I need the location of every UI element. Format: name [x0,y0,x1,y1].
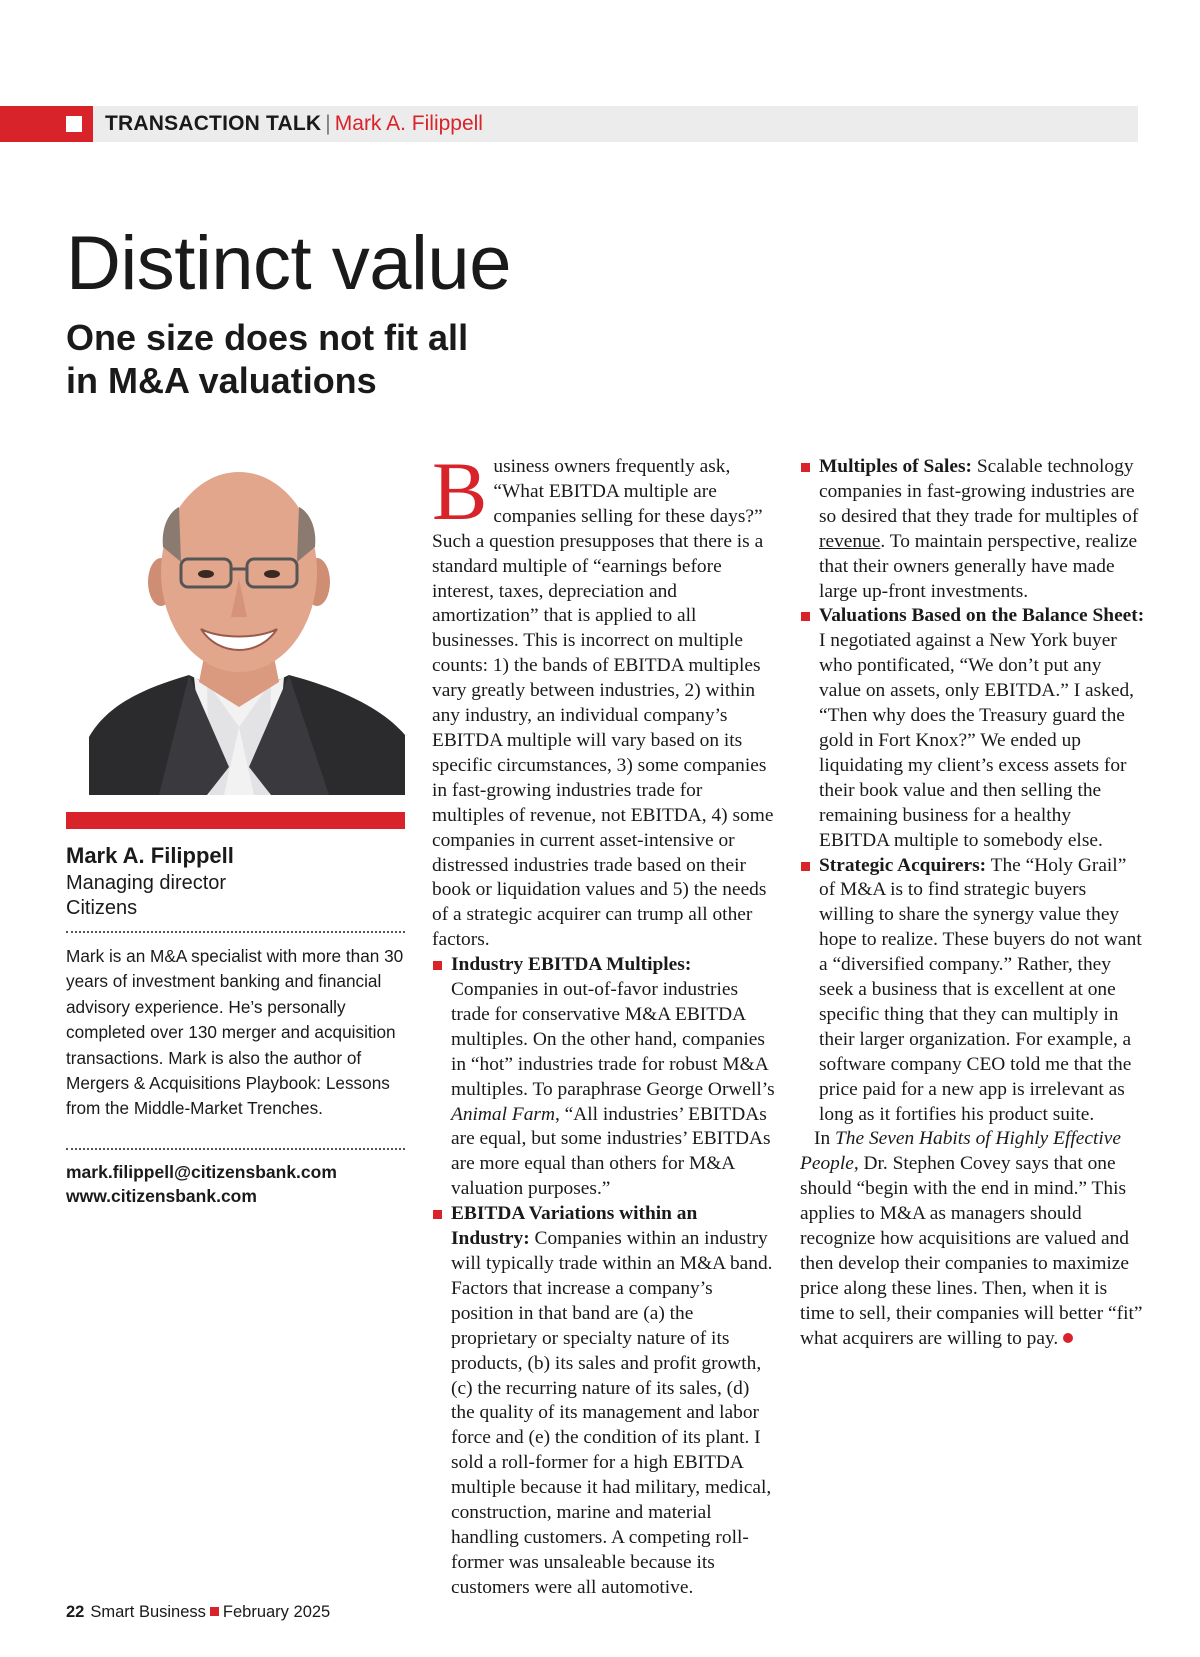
book-title: Animal Farm [451,1103,555,1125]
header-separator: | [325,112,331,135]
bullet-text: Companies within an industry will typically trade within an M&A band. Factors that increase a company’s position in that band are (a) the proprietary or specialty nature of its products, (b) its sales and profit growth, (c) the recurring nature of its sales, (d) the quality of its management and labor force and (e) the condition of its plant. I sold a roll-former for a high EBITDA multiple because it had military, medical, construction, marine and material handling customers. A competing roll-former was unsaleable because its customers were all automotive. [451,1228,773,1598]
intro-paragraph [432,445,777,953]
page-number: 22 [66,1603,85,1621]
bullet-lead: EBITDA Variations within an Industry: [451,1203,698,1250]
intro-text: usiness owners frequently ask, “What EBITDA multiple are companies selling for these days?” Such a question presupposes that there is a standard multiple of “earnings before interest, taxes, depreciation and amortization” that is applied to all businesses. This is incorrect on multiple counts: 1) the bands of EBITDA multiples vary greatly between industries, 2) within any industry, an individual company’s EBITDA multiple will vary based on its specific circumstances, 3) some companies in fast-growing industries trade for multiples of revenue, not EBITDA, 4) some companies in current asset-intensive or distressed industries trade based on their book or liquidation values and 5) the needs of a strategic acquirer can trump all other factors. [432,456,774,951]
bullet-lead: Industry EBITDA Multiples: [451,954,692,976]
footer-square-icon [210,1607,219,1616]
author-name: Mark A. Filippell [66,843,234,868]
author-photo [89,467,405,795]
author-role: Managing director [66,872,227,894]
article-column-2 [800,455,1145,1352]
drop-cap: B [432,445,488,537]
section-header-text [105,112,483,136]
closing-text: In [814,1128,831,1150]
dotted-divider [66,931,405,933]
red-square-bullet-icon [433,961,442,970]
bullet-text: . To maintain perspective, realize that their owners generally have made large up-front investments. [819,530,1138,602]
bullet-text: , “All industries’ EBITDAs are equal, but some industries’ EBITDAs are more equal than others for M&A valuation purposes.” [451,1103,771,1200]
closing-text: , Dr. Stephen Covey says that one should “begin with the end in mind.” This applies to M&A as managers should recognize how acquisitions are valued and then develop their companies to maximize price along these lines. Then, when it is time to sell, their companies will better “fit” what acquirers are willing to pay. [800,1153,1143,1349]
bullet-text: I negotiated against a New York buyer who pontificated, “We don’t put any value on assets, only EBITDA.” I asked, “Then why does the Treasury guard the gold in Fort Knox?” We ended up liquidating my client’s excess assets for their book value and then selling the remaining business for a healthy EBITDA multiple to somebody else. [819,630,1135,851]
header-author: Mark A. Filippell [334,112,483,135]
page-footer [66,1601,330,1623]
author-email-link[interactable]: mark.filippell@citizensbank.com [66,1162,337,1182]
bullet-industry-ebitda [432,953,777,1202]
bullet-balance-sheet [800,604,1145,853]
bullet-text: Companies in out-of-favor industries trade for conservative M&A EBITDA multiples. On the other hand, companies in “hot” industries trade for robust M&A multiples. To paraphrase George Orwell’s [451,979,775,1100]
article-title: Distinct value [66,221,511,306]
bullet-lead: Multiples of Sales: [819,456,972,477]
subtitle-line-2: in M&A valuations [66,360,377,401]
red-square-bullet-icon [433,1210,442,1219]
bullet-text: Scalable technology companies in fast-growing industries are so desired that they trade for multiples of [819,456,1139,527]
subtitle-line-1: One size does not fit all [66,317,469,358]
red-square-bullet-icon [801,862,810,871]
bullet-strategic-acquirers [800,854,1145,1128]
revenue-link[interactable]: revenue [819,530,881,552]
dotted-divider [66,1148,405,1150]
closing-paragraph [800,1127,1145,1351]
bullet-multiples-of-sales [800,455,1145,604]
bullet-lead: Valuations Based on the Balance Sheet: [819,605,1145,627]
author-company: Citizens [66,897,138,919]
publication-name: Smart Business [90,1603,206,1621]
photo-accent-bar [66,812,405,829]
section-label: TRANSACTION TALK [105,112,322,135]
author-bio: Mark is an M&A specialist with more than 30 years of investment banking and financial advisory experience. He’s personally completed over 130 merger and acquisition transactions. Mark is also the author of Mergers & Acquisitions Playbook: Lessons from the Middle-Market Trenches. [66,946,404,1119]
square-marker-icon [66,116,82,132]
book-title: The Seven Habits of Highly Effective People [800,1128,1121,1175]
bullet-lead: Strategic Acquirers: [819,854,987,876]
bullet-text: The “Holy Grail” of M&A is to find strategic buyers willing to share the synergy value they hope to realize. These buyers do not want a “diversified company.” Rather, they seek a business that is excellent at one specific thing that they can multiply in their larger organization. For example, a software company CEO told me that the price paid for a new app is irrelevant as long as it fortifies his product suite. [819,854,1142,1125]
end-mark-icon [1063,1333,1073,1343]
red-square-bullet-icon [801,612,810,621]
issue-date: February 2025 [222,1603,331,1621]
section-color-block [0,106,93,142]
article-subtitle [66,316,626,402]
author-portrait-illustration [89,467,405,795]
author-website-link[interactable]: www.citizensbank.com [66,1186,257,1206]
section-header-band [0,106,1138,142]
article-column-1 [432,445,777,1601]
bullet-ebitda-variations [432,1202,777,1601]
red-square-bullet-icon [801,463,810,472]
